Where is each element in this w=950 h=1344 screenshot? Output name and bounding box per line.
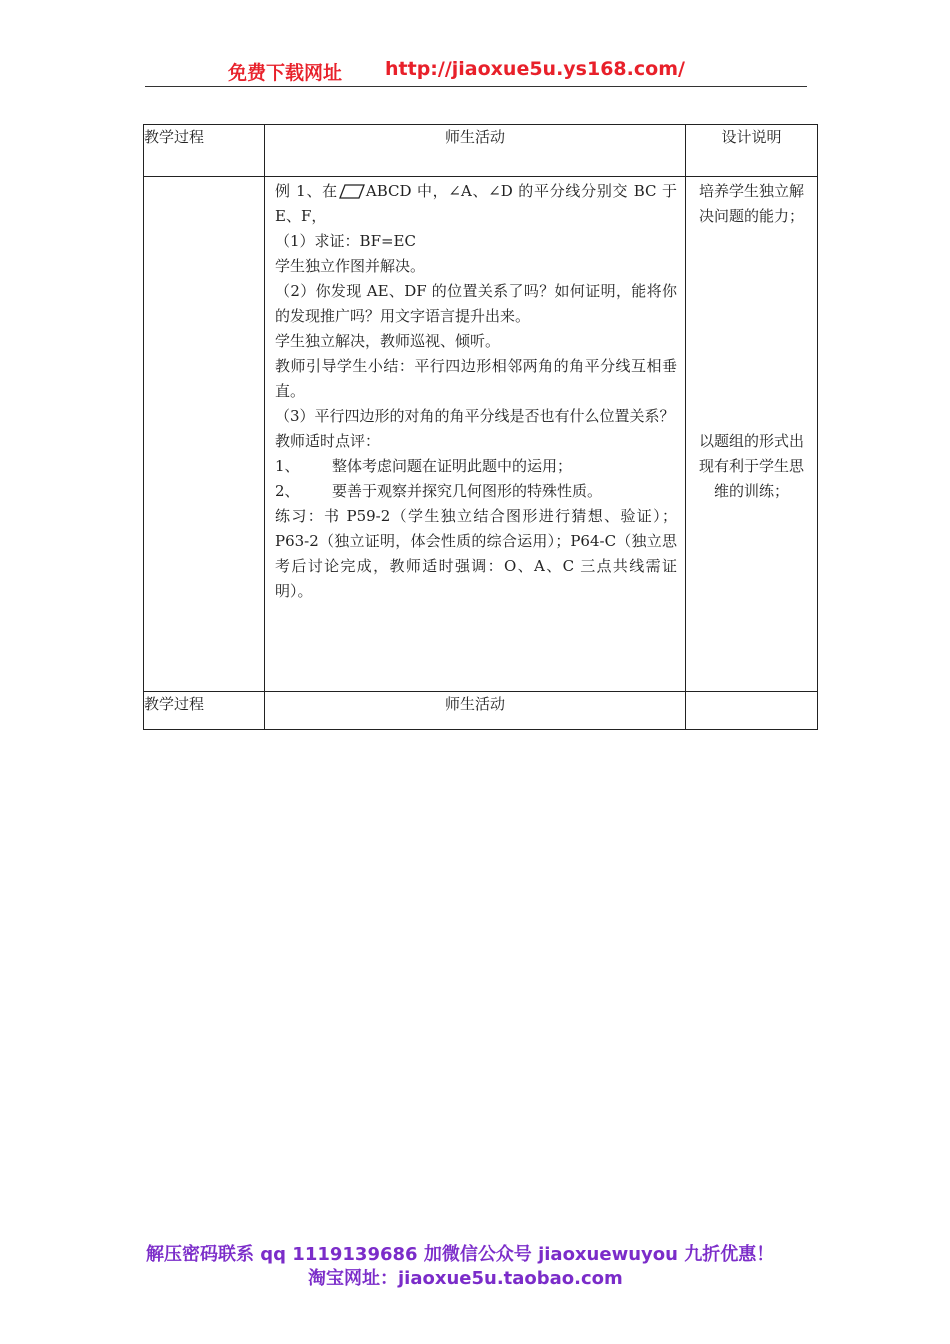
- content-line-3: （2）你发现 AE、DF 的位置关系了吗？如何证明，能将你的发现推广吗？用文字语言提升出来。: [275, 282, 677, 325]
- point-number: 2、: [275, 482, 300, 500]
- footer-activities: 师生活动: [265, 692, 686, 730]
- example-suffix: ABCD 中，∠A、∠D 的平分线分别交 BC 于 E、F，: [275, 182, 677, 225]
- practice-text: 练习：书 P59-2（学生独立结合图形进行猜想、验证）；P63-2（独立证明，体会性质的综合运用）；P64-C（独立思考后讨论完成，教师适时强调：O、A、C 三点共线需证明）。: [275, 507, 677, 600]
- parallelogram-icon: [339, 184, 365, 199]
- example-line: [275, 179, 677, 229]
- design-note-2: 以题组的形式出现有利于学生思维的训练；: [698, 432, 804, 500]
- point-item-2: [275, 479, 677, 504]
- content-line-7: 教师适时点评：: [275, 432, 381, 450]
- example-prefix: 例 1、在: [275, 182, 338, 200]
- activities-cell: [265, 177, 686, 692]
- notes-cell: [686, 177, 818, 692]
- content-line-6: （3）平行四边形的对角的角平分线是否也有什么位置关系？: [275, 407, 675, 425]
- header-teaching-process: 教学过程: [144, 125, 265, 177]
- design-note-1: 培养学生独立解决问题的能力；: [698, 182, 804, 225]
- table-footer-row: [144, 692, 818, 730]
- lesson-table: [143, 124, 818, 730]
- table-content-row: [144, 177, 818, 692]
- site-label: 免费下载网址: [228, 62, 343, 84]
- header-activities: 师生活动: [265, 125, 686, 177]
- page-header: [145, 56, 807, 87]
- header-design-notes: 设计说明: [686, 125, 818, 177]
- point-text: 整体考虑问题在证明此题中的运用；: [332, 457, 573, 475]
- process-cell-empty: [144, 177, 265, 692]
- content-line-2: 学生独立作图并解决。: [275, 257, 426, 275]
- point-text: 要善于观察并探究几何图形的特殊性质。: [332, 482, 603, 500]
- footer-taobao-link[interactable]: 淘宝网址：jiaoxue5u.taobao.com: [308, 1268, 623, 1289]
- point-item-1: [275, 454, 677, 479]
- footer-design-notes: [686, 692, 818, 730]
- point-number: 1、: [275, 457, 300, 475]
- footer-teaching-process: 教学过程: [144, 692, 265, 730]
- table-header-row: [144, 125, 818, 177]
- content-line-5: 教师引导学生小结：平行四边形相邻两角的角平分线互相垂直。: [275, 357, 677, 400]
- content-line-4: 学生独立解决，教师巡视、倾听。: [275, 332, 501, 350]
- footer-contact: 解压密码联系 qq 1119139686 加微信公众号 jiaoxuewuyou 九折优惠！: [146, 1244, 775, 1265]
- content-line-1: （1）求证：BF=EC: [275, 232, 416, 250]
- site-url-link[interactable]: http://jiaoxue5u.ys168.com/: [385, 58, 685, 80]
